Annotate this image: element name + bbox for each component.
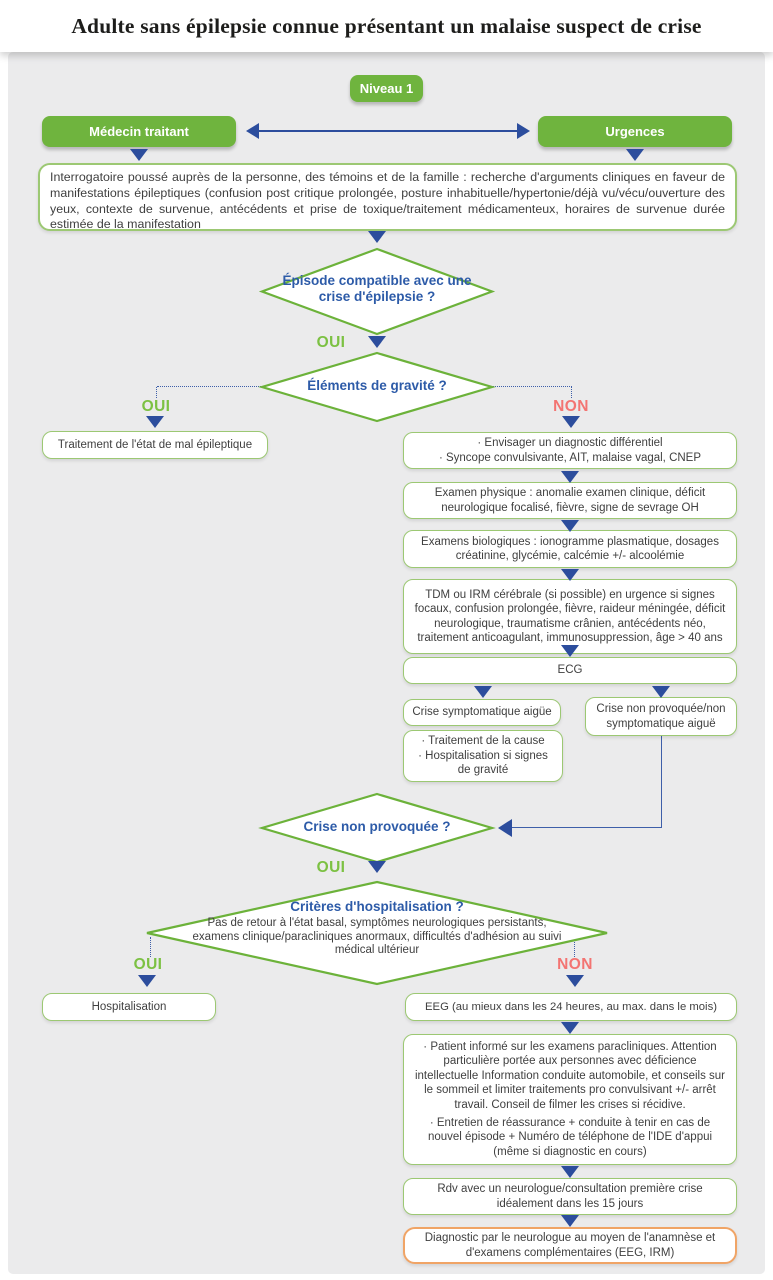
- page-title: Adulte sans épilepsie connue présentant un malaise suspect de crise: [71, 13, 702, 38]
- down-arrow-icon: [561, 1022, 579, 1034]
- node-medecin-traitant: Médecin traitant: [42, 116, 236, 147]
- diagnostic-differentiel-ligne1: · Envisager un diagnostic différentiel: [477, 437, 663, 450]
- label-non: NON: [557, 956, 593, 973]
- down-arrow-icon: [561, 520, 579, 532]
- node-imagerie: TDM ou IRM cérébrale (si possible) en urgence si signes focaux, confusion prolongée, fièvre, raideur méningée, déficit neurologique, traumatisme crânien, antécédents néo, traitement anticoagulant, immunosuppression, âge > 40 ans: [403, 579, 737, 654]
- down-arrow-icon: [368, 231, 386, 243]
- node-examen-physique: Examen physique : anomalie examen clinique, déficit neurologique focalisé, fièvre, signe de sevrage OH: [403, 482, 737, 519]
- down-arrow-icon: [652, 686, 670, 698]
- node-etat-de-mal: Traitement de l'état de mal épileptique: [42, 431, 268, 459]
- node-urgences: Urgences: [538, 116, 732, 147]
- down-arrow-icon: [368, 336, 386, 348]
- left-arrow-icon: [498, 819, 512, 837]
- down-arrow-icon: [562, 416, 580, 428]
- dotted-connector: [493, 386, 572, 387]
- node-examens-biologiques: Examens biologiques : ionogramme plasmatique, dosages créatinine, glycémie, calcémie +/- alcoolémie: [403, 530, 737, 568]
- down-arrow-icon: [561, 1166, 579, 1178]
- down-arrow-icon: [130, 149, 148, 161]
- node-diagnostic-differentiel: [403, 432, 737, 469]
- node-hospitalisation: Hospitalisation: [42, 993, 216, 1021]
- decision-gravite-label: Éléments de gravité ?: [307, 378, 447, 393]
- down-arrow-icon: [626, 149, 644, 161]
- node-interrogatoire: Interrogatoire poussé auprès de la personne, des témoins et de la famille : recherche d'arguments cliniques en faveur de manifestations épileptiques (confusion post critique prolongée, posture inhabituelle/hypertonie/déjà vu/vécu/ouverture des yeux, contexte de survenue, antécédents et prise de toxique/traitement médicamenteux, horaires de survenue durée estimée de la manifestation: [38, 163, 737, 231]
- decision-hospitalisation-detail: Pas de retour à l'état basal, symptômes neurologiques persistants, examens clinique/paracliniques anormaux, difficultés d'adhésion au suivi médical ultérieur: [192, 917, 562, 957]
- down-arrow-icon: [561, 471, 579, 483]
- information-patient-ligne2: · Entretien de réassurance + conduite à tenir en cas de nouvel épisode + Numéro de téléphone de l'IDE d'appui (même si diagnostic en cours): [427, 1116, 713, 1158]
- down-arrow-icon: [561, 645, 579, 657]
- double-arrow-icon: [246, 123, 530, 139]
- node-information-patient: [403, 1034, 737, 1165]
- decision-crise-non-provoquee-label: Crise non provoquée ?: [303, 819, 451, 834]
- down-arrow-icon: [474, 686, 492, 698]
- connector-line: [512, 827, 662, 828]
- decision-hospitalisation-label: Critères d'hospitalisation ?: [290, 899, 464, 914]
- label-oui: OUI: [141, 398, 171, 415]
- decision-episode-label: Épisode compatible avec une crise d'épilepsie ?: [282, 273, 472, 305]
- label-non: NON: [553, 398, 589, 415]
- node-rdv-neurologue: Rdv avec un neurologue/consultation première crise idéalement dans les 15 jours: [403, 1178, 737, 1215]
- dotted-connector: [156, 387, 157, 398]
- arrow-line: [257, 130, 519, 132]
- down-arrow-icon: [566, 975, 584, 987]
- down-arrow-icon: [368, 861, 386, 873]
- node-ecg: ECG: [403, 657, 737, 684]
- label-oui: OUI: [316, 334, 346, 351]
- dotted-connector: [571, 387, 572, 398]
- page-header: [0, 0, 773, 52]
- connector-line: [661, 736, 662, 827]
- down-arrow-icon: [561, 1215, 579, 1227]
- down-arrow-icon: [561, 569, 579, 581]
- node-crise-non-provoquee: Crise non provoquée/non symptomatique aiguë: [585, 697, 737, 736]
- dotted-connector: [157, 386, 261, 387]
- level-badge: Niveau 1: [350, 75, 423, 102]
- traitement-cause-ligne1: · Traitement de la cause: [421, 735, 545, 748]
- right-arrowhead-icon: [517, 123, 530, 139]
- diagnostic-differentiel-ligne2: · Syncope convulsivante, AIT, malaise vagal, CNEP: [438, 451, 702, 464]
- node-traitement-cause: [403, 730, 563, 782]
- node-diagnostic-neurologue: Diagnostic par le neurologue au moyen de l'anamnèse et d'examens complémentaires (EEG, IRM): [403, 1227, 737, 1264]
- label-oui: OUI: [133, 956, 163, 973]
- traitement-cause-ligne2: · Hospitalisation si signes de gravité: [418, 749, 548, 777]
- label-oui: OUI: [316, 859, 346, 876]
- information-patient-ligne1: · Patient informé sur les examens paracliniques. Attention particulière portée aux personnes avec déficience intellectuelle Information conduite automobile, et conseils sur le sommeil et limiter traitements pro convulsivant +/- arrêt travail. Conseil de filmer les crises si récidive.: [414, 1041, 726, 1111]
- down-arrow-icon: [138, 975, 156, 987]
- down-arrow-icon: [146, 416, 164, 428]
- node-eeg: EEG (au mieux dans les 24 heures, au max. dans le mois): [405, 993, 737, 1021]
- node-crise-symptomatique: Crise symptomatique aigüe: [403, 699, 561, 726]
